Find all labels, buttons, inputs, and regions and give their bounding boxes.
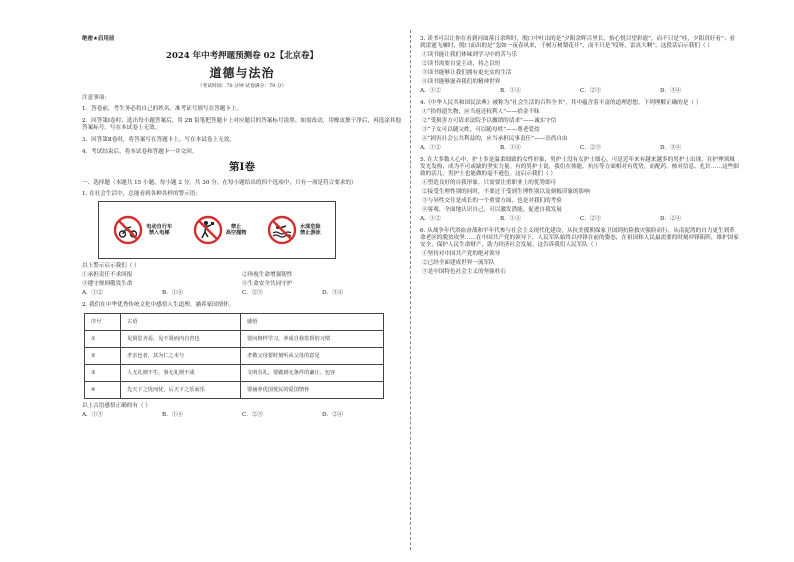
proverb-table bbox=[84, 313, 384, 399]
question-1-stem: 1. 在社会生活中，总能看到各种各样的警示语： bbox=[82, 190, 201, 197]
answer-choice: D．②④ bbox=[660, 215, 682, 222]
answer-choice: A．①③ bbox=[82, 412, 103, 419]
option: ④读书能够滋养我们的精神世界 bbox=[422, 78, 501, 85]
question-1-prompt: 以上警示启示我们（ ） bbox=[82, 263, 140, 270]
option: ①坚持对中国共产党的绝对领导 bbox=[422, 250, 501, 257]
question-4-stem: 4.《中华人民共和国民法典》被称为“社会生活的百科全书”，其中蕴含着丰富的道理思想。下列理解正确的是（ ） bbox=[420, 99, 702, 106]
left-column bbox=[82, 36, 402, 424]
answer-choice: D．②④ bbox=[322, 412, 344, 419]
question-5-answers bbox=[420, 216, 740, 223]
notice-item: 1．答卷前，考生务必将自己的姓名、准考证号填写在答题卡上。 bbox=[82, 106, 243, 113]
question-5-stem: 5. 在大多数人心中，护士多是温柔细致的女性形象，男护士没有女护士细心。可是近年来有越来越多的男护士出现，在护理领域发光发热，成为不可或缺的坚实力量。有的男护士说，我们在体能、抗压等方面相对有优势，而配药、核对信息、扎针……这些细致的活儿，男护士也能做的毫不逊色。这启示我们（ ） bbox=[420, 156, 739, 177]
option: ②“受损害方可请求法院予以撤销的请求”——诚实守信 bbox=[422, 117, 557, 124]
question-1-options bbox=[82, 272, 402, 279]
option: ①塑造良好的自我形象，只需要注重职业上的优势即可 bbox=[422, 179, 557, 186]
option: ③“子女可以随父姓，可以随母姓”——尊老爱幼 bbox=[422, 126, 540, 133]
warning-signs bbox=[98, 201, 336, 259]
question-2-answers bbox=[82, 412, 402, 419]
option: ④客观、全面地认识自己，可以激发潜能，促进自我发展 bbox=[422, 206, 562, 213]
answer-choice: B．①④ bbox=[500, 215, 521, 222]
no-throwing-icon bbox=[193, 215, 223, 245]
question-2-prompt: 以上古语感悟正确的有（ ） bbox=[82, 403, 151, 410]
option: ④生命安全共同守护 bbox=[242, 281, 293, 288]
option: ①读书能让我们体味到学习中的苦与乐 bbox=[422, 51, 518, 58]
answer-choice: B．①④ bbox=[500, 87, 521, 94]
sign-text: 禁止 高空抛物 bbox=[225, 223, 247, 237]
answer-choice: B．①④ bbox=[162, 412, 183, 419]
column-header: 感悟 bbox=[241, 314, 384, 331]
answer-choice: B．①④ bbox=[162, 290, 183, 297]
notice-item: 4．考试结束后，将本试卷和答题卡一并交回。 bbox=[82, 149, 198, 156]
table-row: ③ 人无礼则不生，事无礼则不成 文明有礼，要做到无条件的谦让、包容 bbox=[85, 365, 384, 382]
column-divider bbox=[410, 30, 411, 550]
question-3-answers bbox=[420, 88, 740, 95]
answer-choice: C．②③ bbox=[580, 144, 602, 151]
sign-text: 电动自行车 禁入电梯 bbox=[146, 223, 173, 237]
option: ③与异性交往是成长的一个重要方面，也是对我们的考验 bbox=[422, 197, 562, 204]
secret-mark: 绝密★启用前 bbox=[82, 36, 115, 42]
question-4-answers bbox=[420, 145, 740, 152]
question-3-stem: 3. 读书可以让你在看到河面落日余晖时，脱口中吐出的是“夕阳余晖百里长，怡心悦目望彩霞”，而不只是“哇，夕阳真好看”；看到雷霆飞雁时，脱口而出的是“忽如一夜春风来，千树万树梨花开”，而不只是“哎呀，雷真大啊”。这段话启示我们（ ） bbox=[420, 36, 736, 49]
question-1-options bbox=[82, 281, 402, 288]
subject-title: 道德与法治 bbox=[209, 65, 275, 80]
answer-choice: C．②③ bbox=[242, 412, 264, 419]
option: ②读书需要自觉主动、持之以恒 bbox=[422, 60, 501, 67]
notice-item: 2．回答第Ⅰ卷时，选出每小题答案后，用 2B 铅笔把答题卡上对应题目的答案标号涂黑。如需改动，用橡皮擦干净后，再选涂其他答案标号。写在本试卷上无效。 bbox=[82, 118, 402, 132]
column-header: 古语 bbox=[121, 314, 241, 331]
notice-heading: 注意事项： bbox=[82, 95, 110, 102]
exam-info: （考试时间：70 分钟 试卷满分：70 分） bbox=[197, 83, 287, 89]
section-instructions: 一、选择题（本题共 15 小题，每小题 2 分，共 30 分。在每小题给出的四个选项中，只有一项是符合要求的） bbox=[82, 179, 357, 186]
sign-text: 水深危险 禁止游泳 bbox=[299, 223, 321, 237]
answer-choice: D．③④ bbox=[322, 290, 344, 297]
option: ②珍视生命增强韧性 bbox=[242, 272, 293, 279]
no-ebike-icon bbox=[113, 215, 143, 245]
no-swimming-icon bbox=[267, 215, 297, 245]
answer-choice: B．①④ bbox=[500, 144, 521, 151]
column-header: 序号 bbox=[85, 314, 121, 331]
exam-title: 2024 年中考押题预测卷 02【北京卷】 bbox=[166, 50, 318, 61]
right-column bbox=[420, 36, 740, 278]
option: ③是中国特色社会主义的坚强柱石 bbox=[422, 268, 506, 275]
sign-no-throwing bbox=[193, 208, 247, 252]
option: ④“损害社会公共利益的，应当承担民事责任”——崇尚自由 bbox=[422, 135, 568, 142]
answer-choice: C．②③ bbox=[580, 215, 602, 222]
question-2-stem: 2. 我们在中华优秀传统文化中感悟人生道理、涵养家国情怀。 bbox=[82, 302, 235, 309]
sign-no-ebike bbox=[113, 208, 172, 252]
question-6-stem: 6. 从战争年代浴血奋战和平年代参与社会主义现代化建设，从抗美援朝保家卫国到抗险救灾强险而行，从南泥湾的自力更生到革命老区的脱贫攻坚……在中国共产党的领导下，人民军队始终以冲锋在前的姿态，在祖国和人民最需要的时刻冲锋陷阵，维护国家安全，保护人民生命财产，助力经济社会发展。这告诉我们人民军队（ ） bbox=[420, 227, 739, 248]
answer-choice: D．③④ bbox=[660, 87, 682, 94]
answer-choice: A．①② bbox=[420, 87, 441, 94]
answer-choice: D．③④ bbox=[660, 144, 682, 151]
table-row: ② 孝亲也者，其为仁之本与 孝敬父母要时刻听从父母的意见 bbox=[85, 348, 384, 365]
answer-choice: A．①② bbox=[420, 144, 441, 151]
answer-choice: A．①② bbox=[82, 290, 103, 297]
table-row: ④ 先天下之忧而忧，后天下之乐而乐 要涵养优国忧民的爱国情怀 bbox=[85, 382, 384, 399]
notice-item: 3．回答第Ⅱ卷时，将答案写在答题卡上。写在本试卷上无效。 bbox=[82, 137, 235, 144]
option: ①“拾得遗失物，应当返还权利人”——拾金不昧 bbox=[422, 108, 540, 115]
answer-choice: C．②③ bbox=[242, 290, 264, 297]
answer-choice: C．②③ bbox=[580, 87, 602, 94]
answer-choice: A．①② bbox=[420, 215, 441, 222]
option: ③遵守规则敬畏生命 bbox=[82, 281, 133, 288]
option: ②已经全面建成世界一流军队 bbox=[422, 259, 495, 266]
table-header-row bbox=[85, 314, 384, 331]
option: ①承担责任不求回报 bbox=[82, 272, 133, 279]
question-1-answers bbox=[82, 290, 402, 297]
option: ③读书能够让我们拥有更充实的生活 bbox=[422, 69, 512, 76]
option: ②接受生理性别的同时，不要过于受到生理性别以及刻板印象的影响 bbox=[422, 188, 590, 195]
sign-no-swimming bbox=[267, 208, 321, 252]
volume-title: 第Ⅰ卷 bbox=[229, 161, 255, 174]
table-row: ① 见贤思齐焉，见不贤而内自省也 要向榜样学习，养成自我监督的习惯 bbox=[85, 331, 384, 348]
notice bbox=[82, 95, 402, 156]
